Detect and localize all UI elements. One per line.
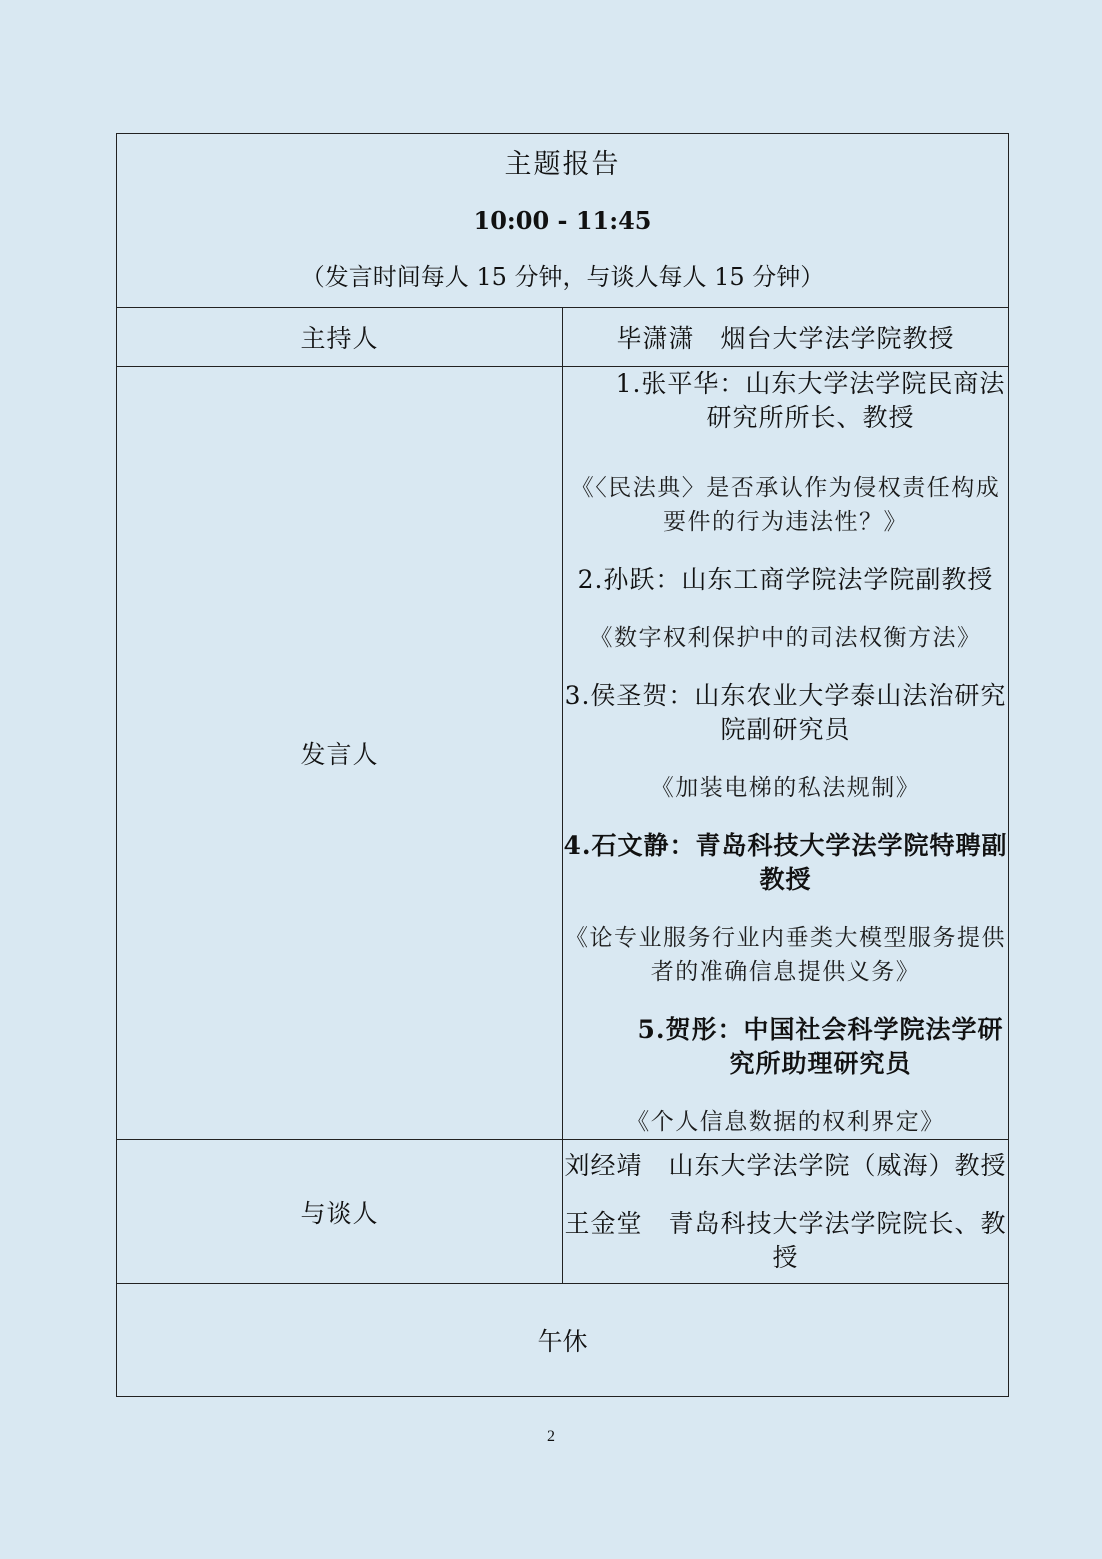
speaker-item [563, 679, 1008, 805]
session-time: 10:00 - 11:45 [473, 205, 652, 235]
speaker-item [563, 563, 1008, 655]
lunch-break: 午休 [117, 1284, 1009, 1397]
speaker-item [563, 1013, 1008, 1139]
speaker-topic: 《加装电梯的私法规制》 [650, 775, 921, 801]
session-header [117, 134, 1009, 308]
speaker-item [563, 367, 1008, 539]
speaker-name: 3.侯圣贺：山东农业大学泰山法治研究院副研究员 [564, 681, 1007, 744]
session-note: （发言时间每人 15 分钟，与谈人每人 15 分钟） [300, 262, 825, 291]
session-title: 主题报告 [504, 148, 621, 180]
schedule-table [116, 133, 1009, 1397]
speaker-name: 2.孙跃：山东工商学院法学院副教授 [577, 565, 994, 594]
speaker-name: 4.石文静：青岛科技大学法学院特聘副教授 [563, 831, 1008, 894]
page-number: 2 [547, 1428, 555, 1445]
discussants-list [563, 1140, 1009, 1284]
speakers-list [563, 367, 1009, 1140]
discussants-label: 与谈人 [117, 1140, 563, 1284]
speaker-name: 5.贺彤：中国社会科学院法学研究所助理研究员 [637, 1015, 1004, 1078]
speakers-label: 发言人 [117, 367, 563, 1140]
speaker-topic: 《数字权利保护中的司法权衡方法》 [589, 625, 982, 651]
discussant-item: 刘经靖 山东大学法学院（威海）教授 [564, 1150, 1007, 1180]
speaker-name: 1.张平华：山东大学法学院民商法研究所所长、教授 [615, 369, 1006, 432]
speaker-item [563, 829, 1008, 989]
host-value: 毕潇潇 烟台大学法学院教授 [563, 308, 1009, 367]
speaker-topic: 《论专业服务行业内垂类大模型服务提供者的准确信息提供义务》 [565, 925, 1006, 985]
discussant-item: 王金堂 青岛科技大学法学院院长、教授 [564, 1208, 1007, 1272]
host-label: 主持人 [117, 308, 563, 367]
speaker-topic: 《〈民法典〉是否承认作为侵权责任构成要件的行为违法性？》 [570, 475, 1001, 535]
speaker-topic: 《个人信息数据的权利界定》 [626, 1109, 945, 1135]
